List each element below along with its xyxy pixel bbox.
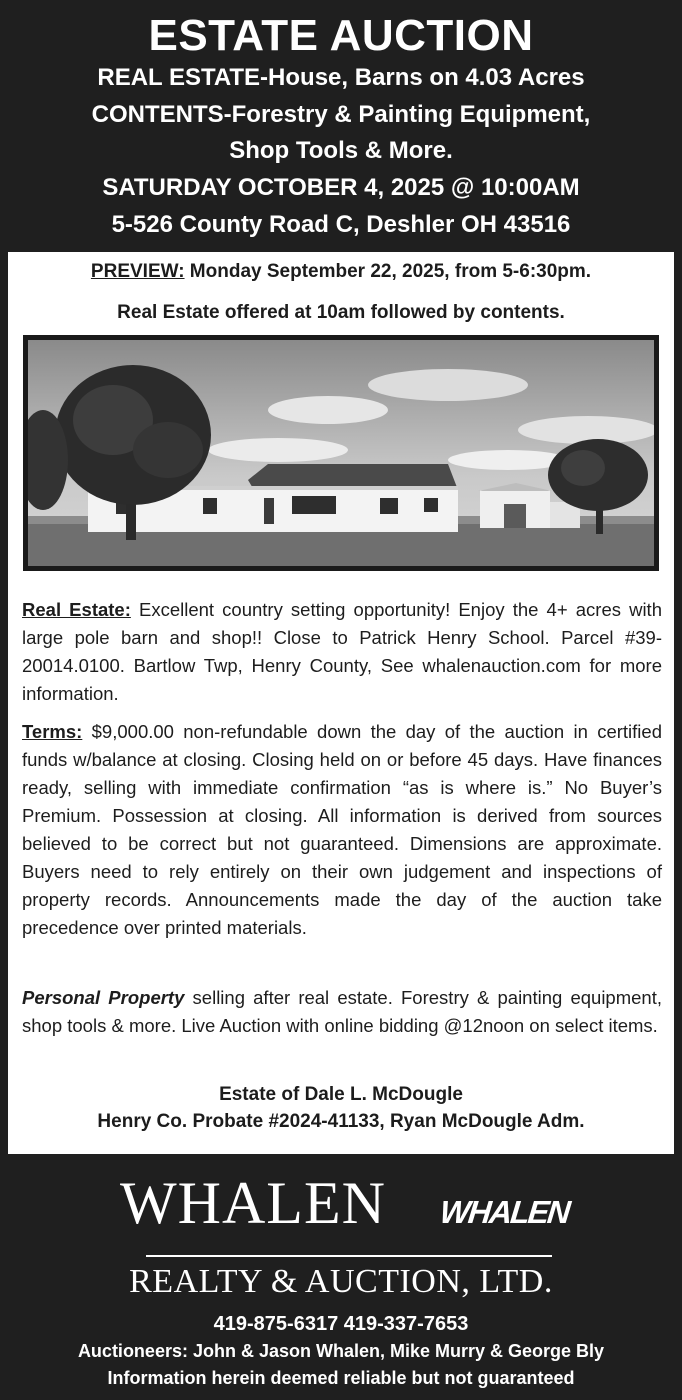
real-estate-label: Real Estate: bbox=[22, 599, 131, 620]
whalen-script-logo: WHALEN bbox=[438, 1194, 571, 1230]
auction-date: SATURDAY OCTOBER 4, 2025 @ 10:00AM bbox=[102, 174, 580, 201]
estate-name: Estate of Dale L. McDougle bbox=[219, 1084, 463, 1105]
offered-line: Real Estate offered at 10am followed by contents. bbox=[117, 302, 565, 323]
whalen-logo: WHALEN bbox=[120, 1170, 386, 1236]
auctioneers-line: Auctioneers: John & Jason Whalen, Mike Murry & George Bly bbox=[77, 1341, 605, 1361]
preview-label: PREVIEW: bbox=[90, 261, 185, 282]
preview-text: Monday September 22, 2025, from 5-6:30pm. bbox=[184, 261, 592, 282]
real-estate-text: Excellent country setting opportunity! Enjoy the 4+ acres with large pole barn and shop!! Close to Patrick Henry School. Parcel #39-20014.0100. Bartlow Twp, Henry County, See whalenauction.com for more information. bbox=[22, 599, 662, 704]
personal-property-paragraph bbox=[22, 984, 662, 1040]
real-estate-paragraph bbox=[22, 596, 662, 708]
terms-label: Terms: bbox=[22, 721, 83, 742]
probate-line: Henry Co. Probate #2024-41133, Ryan McDougle Adm. bbox=[97, 1111, 585, 1132]
phone-numbers: 419-875-6317 419-337-7653 bbox=[213, 1313, 469, 1335]
house-photo-icon bbox=[28, 340, 654, 566]
ad-title: ESTATE AUCTION bbox=[148, 11, 534, 60]
preview-line bbox=[8, 259, 674, 285]
contents-headline: CONTENTS-Forestry & Painting Equipment, bbox=[91, 101, 591, 128]
personal-property-label: Personal Property bbox=[22, 987, 185, 1008]
contents-headline-cont: Shop Tools & More. bbox=[229, 137, 453, 164]
real-estate-headline: REAL ESTATE-House, Barns on 4.03 Acres bbox=[97, 64, 585, 91]
header-banner bbox=[0, 0, 682, 250]
content-panel bbox=[8, 252, 674, 1154]
house-photo bbox=[23, 335, 659, 571]
footer-banner bbox=[0, 1154, 682, 1400]
logo-subtitle: REALTY & AUCTION, LTD. bbox=[129, 1263, 553, 1300]
personal-property-text: selling after real estate. Forestry & painting equipment, shop tools & more. Live Auction with online bidding @12noon on select items. bbox=[22, 987, 662, 1036]
disclaimer-line: Information herein deemed reliable but not guaranteed bbox=[107, 1368, 575, 1388]
terms-text: $9,000.00 non-refundable down the day of the auction in certified funds w/balance at closing. Closing held on or before 45 days. Have finances ready, selling with immediate confirmation “as is where is.” No Buyer’s Premium. Possession at closing. All information is derived from sources believed to be correct but not guaranteed. Dimensions are approximate. Buyers need to rely entirely on their own judgement and inspections of property records. Announcements made the day of the auction take precedence over printed materials. bbox=[22, 721, 662, 938]
auction-address: 5-526 County Road C, Deshler OH 43516 bbox=[111, 211, 571, 238]
terms-paragraph bbox=[22, 718, 662, 942]
logo-divider bbox=[146, 1255, 552, 1257]
